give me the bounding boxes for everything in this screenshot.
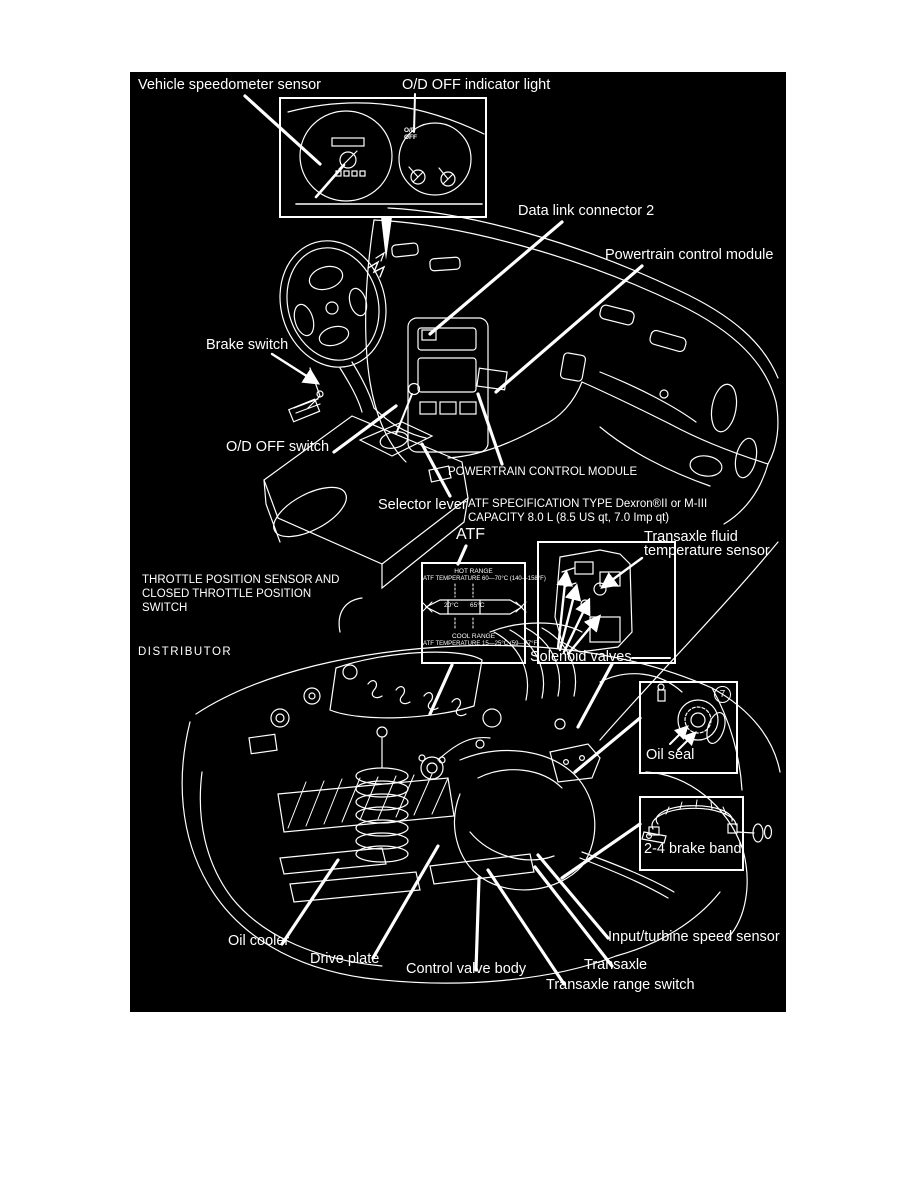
distributor-part bbox=[419, 738, 490, 779]
leader-oil-cooler bbox=[282, 860, 338, 944]
oil-seal-callout-number: 7 bbox=[714, 686, 731, 703]
speedometer-gauge bbox=[300, 111, 392, 201]
component-location-diagram bbox=[130, 72, 786, 1012]
label-throttle-position-line1: THROTTLE POSITION SENSOR AND bbox=[142, 574, 340, 586]
label-distributor: DISTRIBUTOR bbox=[138, 646, 233, 658]
label-od-off-switch: O/D OFF switch bbox=[226, 439, 330, 455]
label-powertrain-control-module: Powertrain control module bbox=[605, 247, 774, 263]
label-throttle-position-line2: CLOSED THROTTLE POSITION bbox=[142, 588, 312, 600]
label-control-valve-body: Control valve body bbox=[406, 961, 527, 977]
gauge-od-text-line1: O/D bbox=[404, 127, 416, 134]
label-throttle-position-line3: SWITCH bbox=[142, 602, 188, 614]
label-solenoid-valves: Solenoid valves bbox=[530, 649, 632, 665]
label-brake-switch: Brake switch bbox=[206, 337, 289, 353]
leader-powertrain-control-module bbox=[496, 266, 642, 392]
atf-inset-cool-range: COOL RANGE bbox=[451, 633, 496, 640]
leader-control-valve-body bbox=[476, 878, 479, 970]
instrument-cluster-inset-drawing bbox=[280, 98, 486, 260]
atf-inset-hot-range: HOT RANGE bbox=[454, 568, 493, 575]
label-oil-seal: Oil seal bbox=[646, 747, 695, 763]
atf-inset-cool-temp: ATF TEMPERATURE 15—25°C (59—77°F) bbox=[423, 641, 540, 647]
gauge-od-text-line2: OFF bbox=[404, 134, 417, 141]
label-data-link-connector-2: Data link connector 2 bbox=[518, 203, 655, 219]
label-selector-lever: Selector lever bbox=[378, 497, 467, 513]
atf-inset-mark-low: 20°C bbox=[444, 602, 459, 609]
brake-band-inset bbox=[640, 797, 772, 870]
label-transaxle-fluid-temp-sensor-line1: Transaxle fluid bbox=[644, 529, 738, 545]
label-transaxle-range-switch: Transaxle range switch bbox=[546, 977, 695, 993]
label-powertrain-control-module-caps: POWERTRAIN CONTROL MODULE bbox=[448, 466, 638, 478]
label-transaxle-fluid-temp-sensor-line2: temperature sensor bbox=[644, 543, 770, 559]
suspension-spring-drawing bbox=[356, 727, 408, 862]
leader-pcm-caps bbox=[478, 394, 502, 464]
leader-input-turbine-speed-sensor bbox=[538, 855, 608, 938]
label-atf: ATF bbox=[456, 526, 486, 543]
label-vehicle-speedometer-sensor: Vehicle speedometer sensor bbox=[138, 77, 321, 93]
throttle-body-part bbox=[483, 709, 501, 727]
leader-drive-plate bbox=[373, 846, 438, 958]
atf-spec-note-line1: ATF SPECIFICATION TYPE Dexron®II or M-III bbox=[468, 498, 708, 510]
label-2-4-brake-band: 2-4 brake band bbox=[644, 841, 742, 857]
control-valve-body-part bbox=[550, 744, 600, 782]
steering-wheel-drawing bbox=[265, 228, 400, 380]
label-od-off-indicator-light: O/D OFF indicator light bbox=[402, 77, 551, 93]
label-input-turbine-speed-sensor: Input/turbine speed sensor bbox=[608, 929, 780, 945]
atf-spec-note-line2: CAPACITY 8.0 L (8.5 US qt, 7.0 Imp qt) bbox=[468, 512, 670, 524]
atf-inset-mark-high: 65°C bbox=[470, 602, 485, 609]
atf-inset-hot-temp: ATF TEMPERATURE 60—70°C (140—158°F) bbox=[423, 576, 546, 582]
speedometer-needle bbox=[316, 165, 344, 197]
leader-solenoid-box-down bbox=[578, 664, 612, 727]
leader-atf-dipstick-location bbox=[430, 665, 452, 714]
label-oil-cooler: Oil cooler bbox=[228, 933, 290, 949]
selector-lever-part bbox=[396, 394, 412, 434]
center-console-drawing bbox=[264, 384, 468, 589]
leader-transaxle bbox=[535, 867, 612, 966]
label-transaxle: Transaxle bbox=[584, 957, 648, 973]
label-drive-plate: Drive plate bbox=[310, 951, 380, 967]
leader-atf bbox=[458, 546, 466, 564]
